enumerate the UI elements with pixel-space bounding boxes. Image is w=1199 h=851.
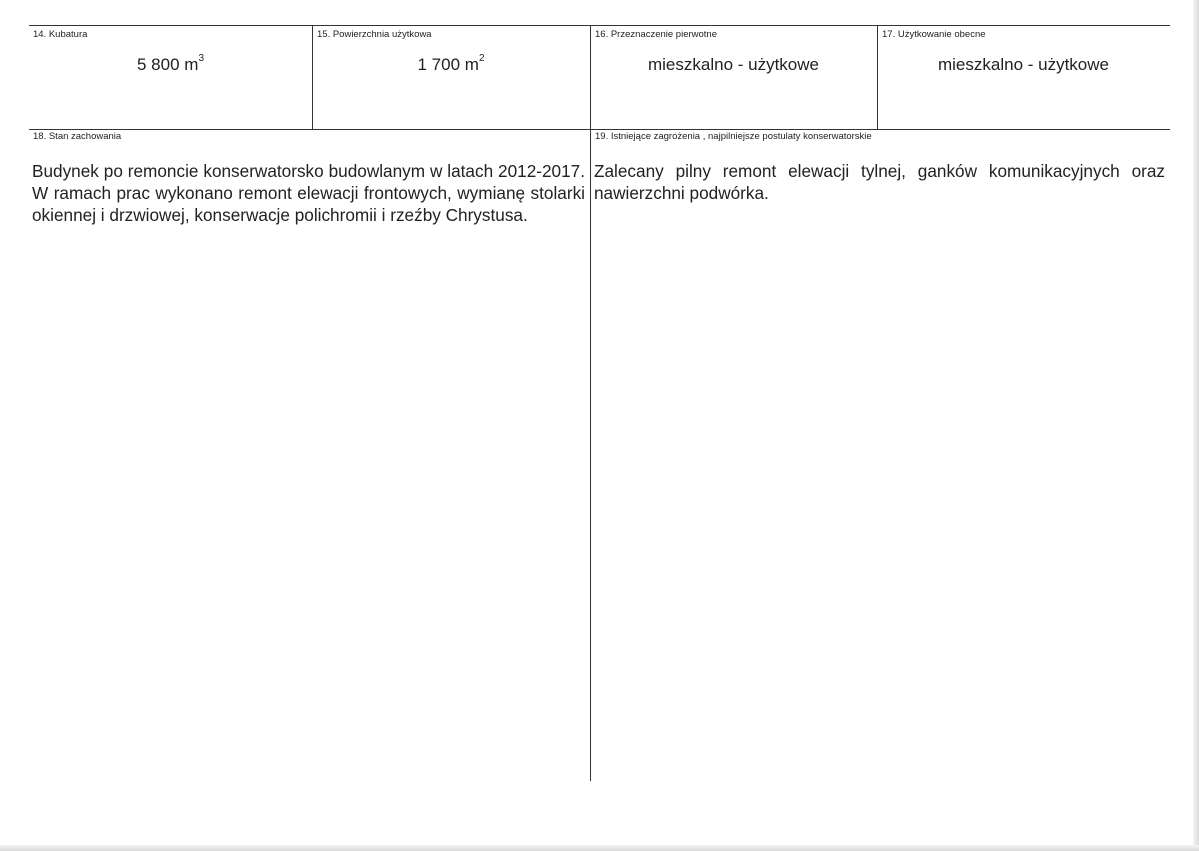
top-row-divider-3	[877, 25, 878, 129]
cell-value: mieszkalno - użytkowe	[937, 55, 1109, 74]
cell-label: 15. Powierzchnia użytkowa	[317, 29, 432, 40]
cell-value	[29, 55, 312, 75]
cell-label: 18. Stan zachowania	[33, 131, 122, 142]
cell-label: 16. Przeznaczenie pierwotne	[595, 29, 717, 40]
value-superscript: 2	[478, 53, 485, 65]
scan-edge-right	[1193, 0, 1199, 851]
scan-edge-bottom	[0, 845, 1199, 851]
top-row-divider-2	[590, 25, 591, 129]
bottom-row-divider	[590, 129, 591, 781]
value-text: 5 800 m	[137, 55, 199, 74]
stan-zachowania-text: Budynek po remoncie konserwatorsko budowlanym w latach 2012-2017. W ramach prac wykonano remont elewacji frontowych, wymianę stolarki okiennej i drzwiowej, konserwacje polichromii i rzeźby Chrystusa.	[32, 161, 585, 225]
cell-label: 19. Istniejące zagrożenia , najpilniejsze postulaty konserwatorskie	[595, 131, 872, 142]
cell-label: 14. Kubatura	[33, 29, 88, 40]
value-text: 1 700 m	[417, 55, 479, 74]
top-row-top-rule	[29, 25, 1170, 26]
cell-value: mieszkalno - użytkowe	[647, 55, 819, 74]
value-superscript: 3	[198, 53, 204, 65]
bottom-row-top-rule	[29, 129, 1170, 130]
cell-label: 17. Użytkowanie obecne	[882, 29, 986, 40]
zagrozenia-postulaty-text: Zalecany pilny remont elewacji tylnej, ganków komunikacyjnych oraz nawierzchni podwórka.	[594, 161, 1165, 203]
top-row-divider-1	[312, 25, 313, 129]
cell-value	[312, 55, 590, 75]
